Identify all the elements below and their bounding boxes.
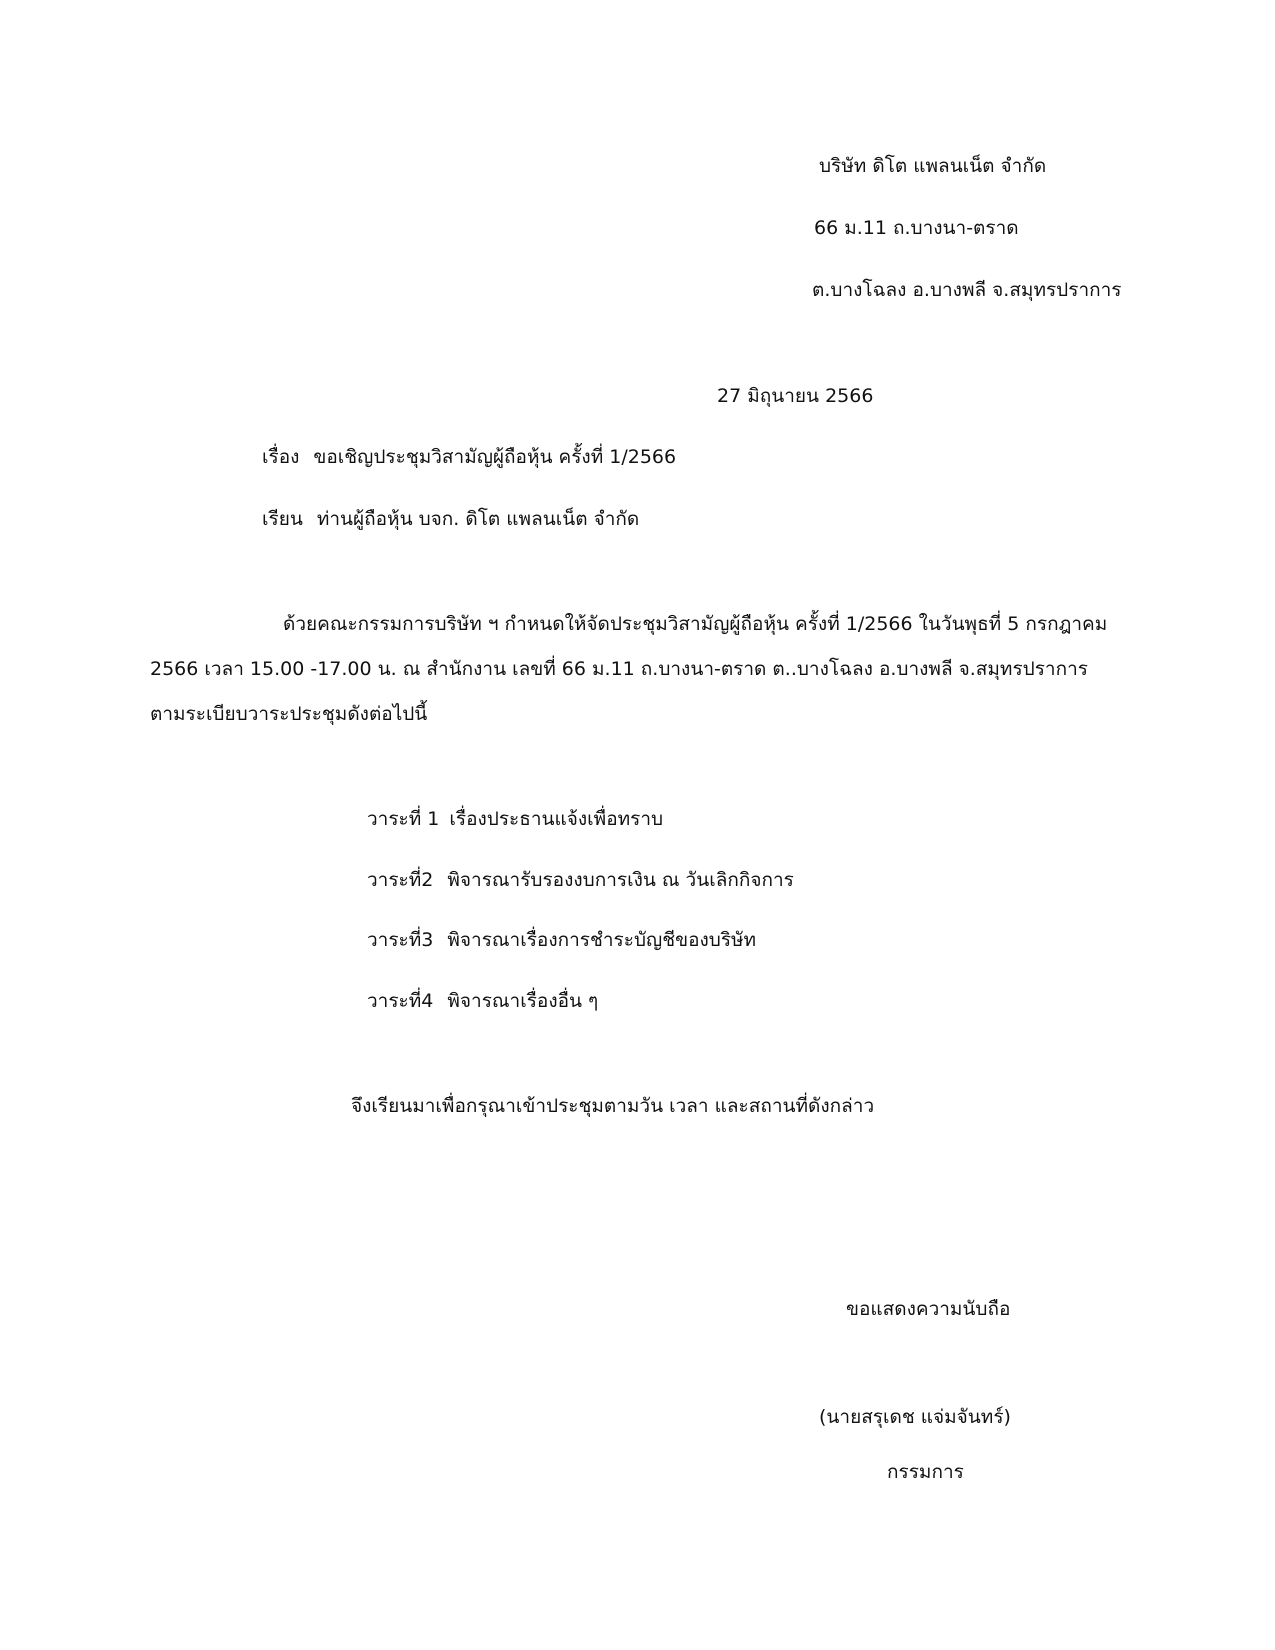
recipient-label: เรียน	[262, 508, 303, 530]
subject-text: ขอเชิญประชุมวิสามัญผู้ถือหุ้น ครั้งที่ 1/2566	[313, 446, 677, 468]
agenda-item-text: พิจารณาเรื่องการชำระบัญชีของบริษัท	[447, 929, 757, 951]
agenda-item-text: พิจารณาเรื่องอื่น ๆ	[447, 990, 599, 1012]
agenda-item	[367, 990, 598, 1013]
recipient-line	[262, 508, 639, 531]
agenda-item	[367, 869, 794, 892]
agenda-item-label: วาระที่4	[367, 990, 434, 1012]
sender-company-name: บริษัท ดิโต แพลนเน็ต จำกัด	[819, 155, 1047, 177]
sender-address-line-1: 66 ม.11 ถ.บางนา-ตราด	[814, 217, 1019, 239]
sender-address-line-2: ต.บางโฉลง อ.บางพลี จ.สมุทรปราการ	[812, 279, 1122, 301]
recipient-text: ท่านผู้ถือหุ้น บจก. ดิโต แพลนเน็ต จำกัด	[316, 508, 640, 530]
agenda-item-text: เรื่องประธานแจ้งเพื่อทราบ	[449, 808, 664, 830]
subject-label: เรื่อง	[262, 446, 300, 468]
body-paragraph-line-1: ด้วยคณะกรรมการบริษัท ฯ กำหนดให้จัดประชุมวิสามัญผู้ถือหุ้น ครั้งที่ 1/2566 ในวันพุธที่ 5 กรกฎาคม	[283, 613, 1108, 635]
subject-line	[262, 446, 676, 469]
signer-title: กรรมการ	[887, 1461, 964, 1483]
agenda-item	[367, 929, 756, 952]
signer-name: (นายสรุเดช แจ่มจันทร์)	[819, 1406, 1011, 1428]
agenda-item-label: วาระที่2	[367, 869, 434, 891]
body-paragraph-line-3: ตามระเบียบวาระประชุมดังต่อไปนี้	[150, 703, 428, 725]
closing-regards: ขอแสดงความนับถือ	[846, 1298, 1011, 1320]
agenda-item	[367, 808, 663, 831]
agenda-item-text: พิจารณารับรองงบการเงิน ณ วันเลิกกิจการ	[447, 869, 794, 891]
agenda-item-label: วาระที่ 1	[367, 808, 440, 830]
letter-date: 27 มิถุนายน 2566	[717, 385, 874, 407]
agenda-item-label: วาระที่3	[367, 929, 434, 951]
closing-request: จึงเรียนมาเพื่อกรุณาเข้าประชุมตามวัน เวลา และสถานที่ดังกล่าว	[351, 1095, 875, 1117]
body-paragraph-line-2: 2566 เวลา 15.00 -17.00 น. ณ สำนักงาน เลขที่ 66 ม.11 ถ.บางนา-ตราด ต..บางโฉลง อ.บางพลี จ.สมุทรปราการ	[150, 658, 1088, 680]
